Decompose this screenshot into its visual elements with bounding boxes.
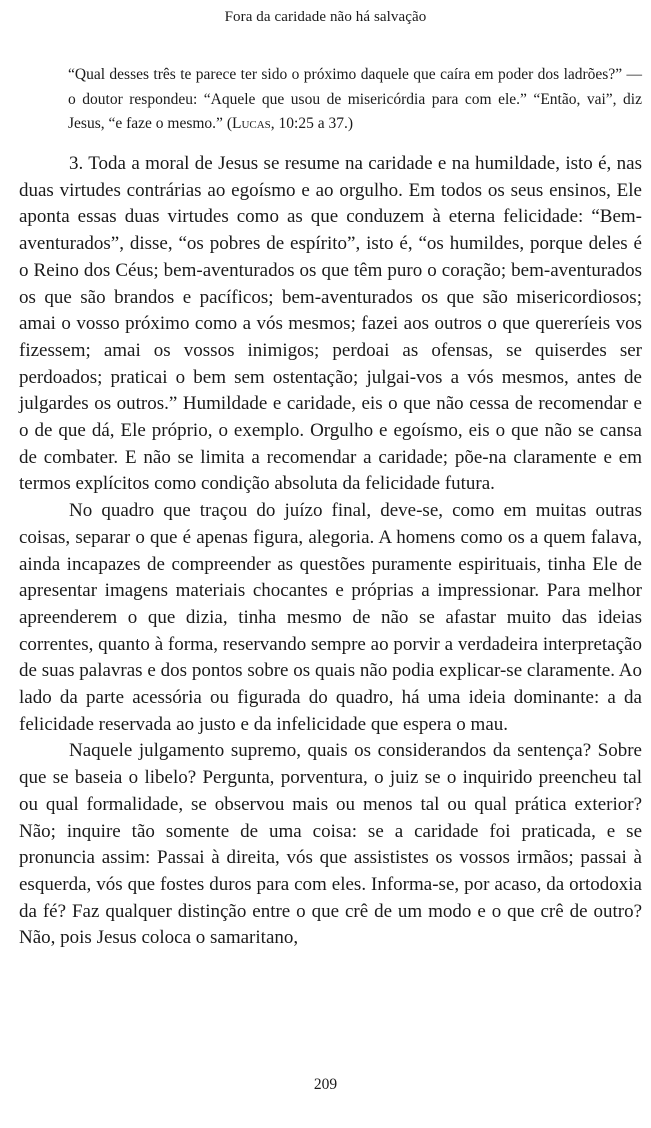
paragraph-3: Naquele julgamento supremo, quais os considerandos da sentença? Sobre que se baseia o libelo? Pergunta, porventura, o juiz se o inquirido preencheu tal ou qual formalidade, se observou mais ou menos tal ou qual prática exterior? Não; inquire tão somente de uma coisa: se a caridade foi praticada, e se pronuncia assim: Passai à direita, vós que assististes os vossos irmãos; passai à esquerda, vós que fostes duros para com eles. Informa-se, por acaso, da ortodoxia da fé? Faz qualquer distinção entre o que crê de um modo e o que crê de outro? Não, pois Jesus coloca o samaritano, — [19, 740, 642, 949]
paragraph-1: 3. Toda a moral de Jesus se resume na caridade e na humildade, isto é, nas duas virtudes contrárias ao egoísmo e ao orgulho. Em todos os seus ensinos, Ele aponta essas duas virtudes como as que conduzem à eterna felicidade: “Bem-aventurados”, disse, “os pobres de espírito”, isto é, “os humildes, porque deles é o Reino dos Céus; bem-aventurados os que têm puro o coração; bem-aventurados os que são brandos e pacíficos; bem-aventurados os que são misericordiosos; amai o vosso próximo como a vós mesmos; fazei aos outros o que quereríeis vos fizessem; amai os vossos inimigos; perdoai as ofensas, se quiserdes ser perdoados; praticai o bem sem ostentação; julgai-vos a vós mesmos, antes de julgardes os outros.” Humildade e caridade, eis o que não cessa de recomendar e o de que dá, Ele próprio, o exemplo. Orgulho e egoísmo, eis o que não se cansa de combater. E não se limita a recomendar a caridade; põe-na claramente e em termos explícitos como condição absoluta da felicidade futura. — [19, 153, 642, 495]
page-number: 209 — [313, 1076, 338, 1093]
running-head: Fora da caridade não há salvação — [224, 9, 427, 25]
paragraph-2: No quadro que traçou do juízo final, deve-se, como em muitas outras coisas, separar o que é apenas figura, alegoria. A homens como os a quem falava, ainda incapazes de compreender as questões puramente espirituais, tinha Ele de apresentar imagens materiais chocantes e próprias a impressionar. Para melhor apreenderem o que dizia, tinha mesmo de não se afastar muito das ideias correntes, quanto à forma, reservando sempre ao porvir a verdadeira interpretação de suas palavras e dos pontos sobre os quais não podia explicar-se claramente. Ao lado da parte acessória ou figurada do quadro, há uma ideia dominante: a da felicidade reservada ao justo e da infelicidade que espera o mau. — [19, 500, 642, 735]
body-text — [19, 151, 642, 952]
quote-reference-verse: , 10:25 a 37.) — [270, 115, 354, 132]
quote-reference-name: Lucas — [231, 115, 271, 132]
quoted-passage — [68, 63, 642, 137]
quote-text: “Qual desses três te parece ter sido o próximo daquele que caíra em poder dos ladrões?” — o doutor respondeu: “Aquele que usou de misericórdia para com ele.” “Então, vai”, diz Jesus, “e faze o mesmo.” ( — [68, 66, 642, 132]
